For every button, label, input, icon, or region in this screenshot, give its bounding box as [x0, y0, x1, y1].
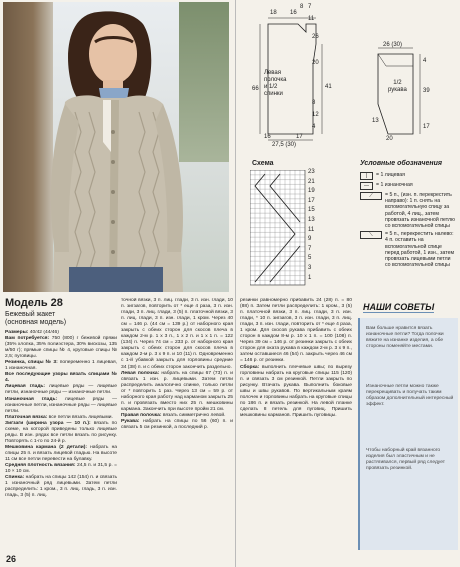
paragraph — [240, 298, 352, 365]
knit-symbol-icon: | — [360, 172, 373, 180]
row-number: 17 — [308, 197, 315, 204]
dimension-label: 11 — [308, 16, 315, 22]
paragraph — [5, 445, 117, 463]
instructions-column-2 — [121, 298, 233, 550]
bold-term: Спинка: — [5, 475, 25, 481]
dimension-label: 17 — [423, 124, 430, 130]
paragraph-text: попеременно 1 лицевая, 1 изнаночная. — [5, 360, 117, 372]
dimension-label: 16 — [290, 10, 297, 16]
paragraph-text: набрать на спицы по 56 (60) п. и связать 5 см резинкой, а последний р. — [121, 418, 233, 430]
bold-term: Изнаночная гладь: — [5, 396, 58, 402]
paragraph-text: лицевые ряды — лицевые петли, изнаночные ряды — изнаночные петли. — [5, 384, 117, 396]
legend-text: = 1 лицевая — [376, 172, 405, 178]
row-number: 5 — [308, 255, 312, 262]
model-photo — [3, 2, 229, 292]
tip-paragraph: Чтобы наборный край вязанного изделия был эластичным и не растягивался, первый ряд следует провязать резинкой. — [366, 448, 445, 472]
instructions-column-3 — [240, 298, 352, 560]
label-line: и 1/2 — [264, 84, 278, 90]
tips-box — [358, 318, 458, 550]
bold-term: Зигзаги (ширина узора — 10 п.): — [5, 420, 91, 426]
bold-term: Платочная вязка: — [5, 414, 48, 420]
paragraph-text: резинки равномерно прибавить 24 (28) п. = 80 (88) п. Затем петли распределить: 1 кром., 3 (5) п. платочной вязки, 3 п. лиц. глади, 3 п. изн. глади, * 10 п. зигзагов, 3 п. изн. глади, 3 п. лиц. глади, 3 п. изн. глади, повторить от * еще 4 раза, 1 кром. Для скосов рукава прибавить с обеих сторон в каждом 8-м р. 10 х 1 п. = 100 (108) п. Через 39 см = 146 р. от резинки закрыть с обеих сторон для оката рукава в каждом 2-м р. 3 х 9 п., затем оставшиеся 46 (54) п. закрыть через 46 см = 146 р. от резинки. — [240, 298, 352, 364]
tips-title — [363, 302, 434, 312]
dimension-label: 66 — [252, 86, 259, 92]
tip-paragraph: Вам больше нравится вязать изнаночные петли? Тогда полочки вяжите на изнанке изделия, а обе стороны поменяйте местами. — [366, 326, 444, 350]
legend — [360, 172, 456, 270]
tips-title-text: НАШИ СОВЕТЫ — [363, 302, 435, 312]
bold-term: Рукава: — [121, 418, 140, 424]
paragraph-text: 750 (800) г бежевой пряжи (35% хлопка, 35% полиэстера, 30% вискозы, 135 м/50 г); прямые спицы № 4, круговые спицы № 2,5; пуговицы. — [5, 336, 117, 360]
paragraph — [121, 419, 233, 431]
woman-in-cardigan-illustration — [3, 2, 229, 292]
dimension-label: 16 — [264, 134, 271, 140]
row-number: 21 — [308, 178, 315, 185]
dimension-label: 4 — [423, 58, 427, 64]
row-number: 19 — [308, 188, 315, 195]
dimension-label: 7 — [308, 4, 312, 10]
paragraph-text: набрать на спицы 67 (73) п. и связать 1 изн. р. лицевыми. Затем петли распределить аналогично спинке, только петли от * повторить 1 раз. Через 13 см = 59 р. от наборного края работу над карманом закрыть 25 п. и провязать вместо них 25 п. мешковины кармана. Закончить при высоте пройм 21 см. — [121, 370, 233, 412]
bold-term: Правая полочка: — [121, 412, 162, 418]
paragraph — [5, 336, 117, 360]
label-line: Левая — [264, 70, 281, 76]
bold-term: Вам потребуется: — [5, 336, 50, 342]
bold-term: Мешковина кармана (2 детали): — [5, 444, 87, 450]
dimension-label: 20 — [312, 60, 319, 66]
tip-paragraph: Изнаночные петли можно также перекрещивать и получать таким образом дополнительный интересный эффект. — [366, 384, 454, 408]
paragraph — [5, 384, 117, 396]
dimension-label: 12 — [312, 112, 319, 118]
page-number: 26 — [6, 554, 17, 564]
legend-item — [360, 172, 456, 180]
legend-text: = 5 п., (изн. п. перекрестить направо): 1 п. снять на вспомогательную спицу за работой, 4 лиц., затем провязать изнаночной петлю со вспомогательной спицы — [385, 192, 455, 230]
column-divider — [235, 0, 236, 567]
row-number: 1 — [308, 274, 312, 281]
row-number: 7 — [308, 245, 312, 252]
paragraph — [5, 463, 117, 475]
sleeve-label — [388, 80, 407, 94]
paragraph-text: все петли вязать лицевыми. — [47, 414, 113, 420]
dimension-label: 13 — [372, 118, 379, 124]
paragraph-text: выполнить плечевые швы; по вырезу горловины набрать на круговые спицы 115 (120) п. и связать 3 см резинкой. Петли закрыть по рисунку. Втачать рукава. Выполнить боковые швы и швы рукавов. По вертикальным краям полочек и горловины набрать на круговые спицы по 186 п. и вязать резинкой. На левой планке сделать 8 петель для пуговиц. Пришить мешковины карманов. Пришить пуговицы. — [240, 364, 352, 418]
label-line: 1/2 — [393, 80, 402, 86]
legend-item — [360, 231, 456, 268]
paragraph-text: точной вязки, 3 п. лиц. глади, 3 п. изн. глади, 10 п. зигзагов, повторить от * еще 4 раза, 3 п. изн. глади, 3 п. лиц. глади, 3 (5) п. платочной вязки, 3 п. лиц. глади, 3 п. изн. глади, 1 кром. Через 40 см = 146 р. (44 см = 139 р.) от наборного края закрыть с обеих сторон для скосов плеча в каждом 2-м р. 1 х 3 п., 1 х 2 п. и 1 х 1 п. = 122 (134) п. Через 74 см = 233 р. от наборного края закрыть с обеих сторон для скосов плеча в каждом 2-м р. 3 х 9 п. и 10 (11) п. Одновременно с 1-й убавкой закрыть для горловины средние 34 (38) п. и с обеих сторон закончить раздельно. — [121, 298, 233, 370]
paragraph-text: набрать на спицы 142 (154) п. и связать 1 изнаночный ряд лицевыми. Затем петли распределить: 1 кром., 3 п. лиц. гладь, 3 п. изн. гладь, 3 (5) п. лиц. — [5, 475, 117, 499]
legend-item — [360, 182, 456, 190]
dimension-label: 17 — [296, 134, 303, 140]
bold-term: Размеры: — [5, 330, 29, 335]
row-number: 15 — [308, 207, 315, 214]
bold-term: Сборка: — [240, 364, 260, 370]
paragraph — [5, 475, 117, 499]
dimension-label: 39 — [423, 88, 430, 94]
model-subtitle — [5, 311, 66, 327]
paragraph-text: 40/42 (44/46) — [28, 330, 59, 335]
dimension-label: 27,5 (30) — [272, 142, 297, 148]
paragraph — [5, 360, 117, 372]
dimension-label: 8 — [312, 100, 316, 106]
row-number: 13 — [308, 216, 315, 223]
paragraph-text: вязать по схеме, на которой приведены только лицевые ряды. В изн. рядах все петли вязать по рисунку. Повторять с 1-го по 24-й р. — [5, 420, 117, 444]
paragraph — [240, 365, 352, 419]
instructions-column-1 — [5, 330, 117, 550]
paragraph — [121, 371, 233, 413]
subtitle-line: (основная модель) — [5, 319, 67, 326]
dimension-label: 26 (30) — [383, 42, 403, 48]
bold-term: Лицевая гладь: — [5, 384, 46, 390]
dimension-label: 20 — [386, 136, 393, 142]
dimension-label: 8 — [300, 4, 304, 10]
row-number: 9 — [308, 236, 312, 243]
subtitle-line: Бежевый жакет — [5, 311, 56, 318]
left-shelf-label — [264, 70, 286, 98]
cross-left-symbol-icon: ⟍ — [360, 231, 382, 239]
dimension-label: 41 — [325, 84, 332, 90]
row-number: 23 — [308, 169, 315, 175]
paragraph-text: вязать симметрично левой. — [161, 412, 226, 418]
bold-term: Резинка, спицы № 3: — [5, 360, 58, 366]
paragraph — [121, 298, 233, 371]
paragraph-text: 24,5 п. и 31,5 р. = 10 × 10 см. — [5, 463, 117, 475]
legend-item — [360, 192, 456, 229]
legend-text: = 1 изнаночная — [376, 182, 413, 188]
paragraph — [5, 421, 117, 445]
dimension-label: 18 — [270, 10, 277, 16]
bold-term: Все последующие узоры вязать спицами № 4. — [5, 372, 117, 384]
label-line: полочка — [264, 77, 287, 83]
bold-term: Левая полочка: — [121, 370, 160, 376]
dimension-label: 4 — [312, 124, 316, 130]
paragraph — [5, 397, 117, 415]
paragraph-text: набрать на спицы 25 п. и вязать лицевой гладью. На высоте 11 см все петли перевести на булавку. — [5, 444, 117, 462]
label-line: спинки — [264, 91, 283, 97]
row-number: 3 — [308, 264, 312, 271]
schema-row-numbers — [308, 168, 315, 283]
purl-symbol-icon: — — [360, 182, 373, 190]
row-number: 11 — [308, 226, 315, 233]
model-title: Модель 28 — [5, 297, 63, 309]
legend-text: = 5 п., перекрестить налево: 4 п. оставить на вспомогательной спице перед работой, 1 изн., затем провязать лицевыми петли со вспомогательной спицы — [385, 231, 455, 269]
label-line: рукава — [388, 87, 407, 93]
bold-term: Средняя плотность вязания: — [5, 463, 76, 469]
paragraph — [5, 372, 117, 384]
dimension-label: 26 — [312, 34, 319, 40]
cross-right-symbol-icon: ⟋ — [360, 192, 382, 200]
paragraph-text: лицевые ряды — изнаночные петли, изнаночные ряды — лицевые петли. — [5, 396, 117, 414]
schema-title: Схема — [252, 160, 274, 167]
legend-title: Условные обозначения — [360, 160, 443, 167]
